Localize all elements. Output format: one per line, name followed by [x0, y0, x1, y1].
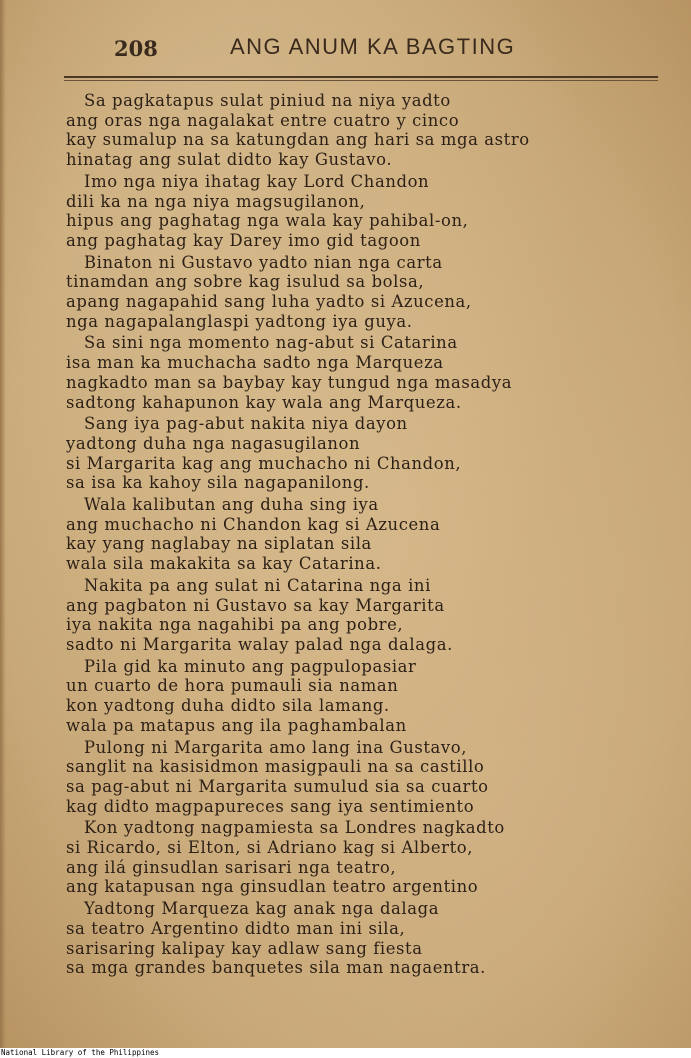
verse-line: hinatag ang sulat didto kay Gustavo. — [66, 150, 393, 170]
verse-line: si Margarita kag ang muchacho ni Chandon, — [66, 453, 462, 473]
stanza — [66, 414, 626, 493]
verse-line: kon yadtong duha didto sila lamang. — [66, 696, 390, 716]
verse-line: Sa sini nga momento nag-abut si Catarina — [84, 333, 458, 353]
verse-line: yadtong duha nga nagasugilanon — [66, 433, 361, 453]
stanza — [66, 495, 626, 574]
verse-line: sadtong kahapunon kay wala ang Marqueza. — [66, 392, 462, 412]
stanza — [66, 818, 626, 897]
verse-line: ang katapusan nga ginsudlan teatro argentino — [66, 877, 479, 897]
verse-line: ang pagbaton ni Gustavo sa kay Margarita — [66, 595, 445, 615]
verse-line: tinamdan ang sobre kag isulud sa bolsa, — [66, 272, 425, 292]
page-edge-shadow — [0, 0, 6, 1048]
verse-line: ang oras nga nagalakat entre cuatro y cinco — [66, 110, 460, 130]
stanza — [66, 91, 626, 170]
page-number: 208 — [114, 36, 158, 61]
verse-line: Kon yadtong nagpamiesta sa Londres nagkadto — [84, 818, 505, 838]
verse-line: Imo nga niya ihatag kay Lord Chandon — [84, 171, 430, 191]
verse-line: apang nagapahid sang luha yadto si Azucena, — [66, 292, 472, 312]
poem-body — [66, 91, 626, 980]
verse-line: sanglit na kasisidmon masigpauli na sa castillo — [66, 757, 485, 777]
stanza — [66, 172, 626, 251]
verse-line: Nakita pa ang sulat ni Catarina nga ini — [84, 575, 431, 595]
verse-line: dili ka na nga niya magsugilanon, — [66, 191, 366, 211]
running-title: ANG ANUM KA BAGTING — [230, 34, 516, 59]
verse-line: ang muchacho ni Chandon kag si Azucena — [66, 514, 441, 534]
stanza — [66, 657, 626, 736]
verse-line: sadto ni Margarita walay palad nga dalaga. — [66, 634, 453, 654]
library-credit: National Library of the Philippines — [1, 1048, 160, 1057]
verse-line: Yadtong Marqueza kag anak nga dalaga — [84, 899, 440, 919]
verse-line: Pila gid ka minuto ang pagpulopasiar — [84, 656, 417, 676]
verse-line: wala pa matapus ang ila paghambalan — [66, 715, 407, 735]
page-header — [0, 32, 691, 68]
verse-line: kay yang naglabay na siplatan sila — [66, 534, 372, 554]
verse-line: nagkadto man sa baybay kay tungud nga masadya — [66, 372, 513, 392]
verse-line: Sa pagkatapus sulat piniud na niya yadto — [84, 91, 451, 110]
verse-line: sa isa ka kahoy sila nagapanilong. — [66, 473, 370, 493]
verse-line: ang paghatag kay Darey imo gid tagoon — [66, 230, 421, 250]
verse-line: si Ricardo, si Elton, si Adriano kag si Alberto, — [66, 838, 474, 858]
verse-line: kag didto magpapureces sang iya sentimiento — [66, 796, 475, 816]
stanza — [66, 253, 626, 332]
stanza — [66, 899, 626, 978]
verse-line: ang ilá ginsudlan sarisari nga teatro, — [66, 857, 397, 877]
stanza — [66, 738, 626, 817]
verse-line: wala sila makakita sa kay Catarina. — [66, 554, 382, 574]
verse-line: Sang iya pag-abut nakita niya dayon — [84, 414, 408, 434]
verse-line: Binaton ni Gustavo yadto nian nga carta — [84, 252, 443, 272]
verse-line: sa pag-abut ni Margarita sumulud sia sa cuarto — [66, 776, 489, 796]
verse-line: sa mga grandes banquetes sila man nagaentra. — [66, 958, 486, 978]
verse-line: sarisaring kalipay kay adlaw sang fiesta — [66, 938, 423, 958]
verse-line: isa man ka muchacha sadto nga Marqueza — [66, 353, 444, 373]
verse-line: Wala kalibutan ang duha sing iya — [84, 495, 379, 515]
footer-bar — [0, 1048, 691, 1058]
verse-line: Pulong ni Margarita amo lang ina Gustavo, — [84, 737, 468, 757]
stanza — [66, 333, 626, 412]
verse-line: nga nagapalanglaspi yadtong iya guya. — [66, 311, 413, 331]
verse-line: hipus ang paghatag nga wala kay pahibal-on, — [66, 211, 469, 231]
verse-line: iya nakita nga nagahibi pa ang pobre, — [66, 615, 404, 635]
verse-line: sa teatro Argentino didto man ini sila, — [66, 918, 406, 938]
header-rule-secondary — [64, 80, 658, 81]
verse-line: kay sumalup na sa katungdan ang hari sa mga astro — [66, 130, 530, 150]
header-rule — [64, 76, 658, 78]
verse-line: un cuarto de hora pumauli sia naman — [66, 676, 399, 696]
stanza — [66, 576, 626, 655]
